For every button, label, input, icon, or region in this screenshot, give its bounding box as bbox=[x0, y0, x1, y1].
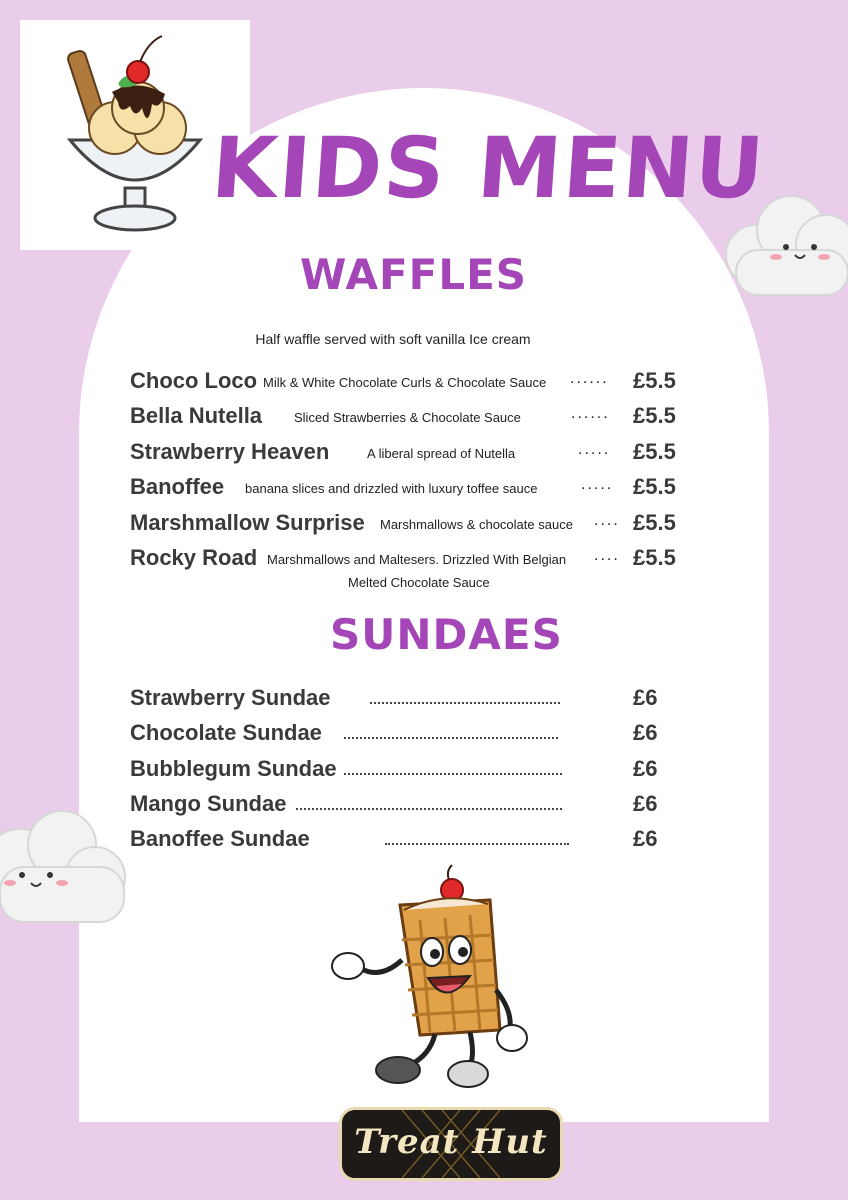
item-name: Bubblegum Sundae bbox=[130, 756, 337, 781]
item-dots: ..... bbox=[578, 441, 611, 458]
item-dots: ..... bbox=[581, 476, 614, 493]
list-item bbox=[130, 791, 670, 823]
item-description: banana slices and drizzled with luxury toffee sauce bbox=[245, 481, 538, 496]
item-name: Marshmallow Surprise bbox=[130, 510, 365, 535]
item-price: £5.5 bbox=[633, 510, 676, 535]
item-price: £6 bbox=[633, 720, 658, 745]
item-name: Choco Loco bbox=[130, 368, 258, 393]
list-item bbox=[130, 474, 685, 506]
item-price: £6 bbox=[633, 685, 658, 710]
item-description: Marshmallows and Maltesers. Drizzled With Belgian bbox=[267, 552, 567, 567]
treat-hut-logo bbox=[339, 1107, 563, 1181]
item-dots: .... bbox=[594, 512, 620, 529]
item-dots bbox=[370, 702, 560, 704]
waffles-section-title: WAFFLES bbox=[300, 250, 528, 299]
item-description: Sliced Strawberries & Chocolate Sauce bbox=[294, 410, 521, 425]
item-dots bbox=[296, 808, 562, 810]
page-title: KIDS MENU bbox=[208, 119, 769, 217]
item-name: Bella Nutella bbox=[130, 403, 263, 428]
sundaes-section-title: SUNDAES bbox=[330, 610, 563, 659]
waffle-mascot-icon bbox=[320, 860, 540, 1095]
item-price: £5.5 bbox=[633, 545, 676, 570]
item-price: £5.5 bbox=[633, 368, 676, 393]
cloud-face-icon bbox=[0, 805, 130, 930]
list-item bbox=[130, 826, 670, 858]
logo-text: Treat Hut bbox=[354, 1122, 548, 1162]
item-name: Banoffee bbox=[130, 474, 225, 499]
item-description: Marshmallows & chocolate sauce bbox=[380, 517, 573, 532]
list-item bbox=[130, 439, 685, 471]
item-price: £5.5 bbox=[633, 403, 676, 428]
list-item bbox=[130, 510, 685, 542]
item-price: £6 bbox=[633, 791, 658, 816]
item-name: Banoffee Sundae bbox=[130, 826, 310, 851]
item-dots bbox=[344, 773, 562, 775]
waffles-subtitle: Half waffle served with soft vanilla Ice cream bbox=[255, 331, 531, 347]
item-description: Milk & White Chocolate Curls & Chocolate Sauce bbox=[263, 375, 547, 390]
item-dots: ...... bbox=[571, 405, 610, 422]
list-item bbox=[130, 756, 670, 788]
item-price: £5.5 bbox=[633, 439, 676, 464]
item-dots: .... bbox=[594, 547, 620, 564]
item-description: A liberal spread of Nutella bbox=[367, 446, 516, 461]
item-name: Mango Sundae bbox=[130, 791, 287, 816]
item-price: £6 bbox=[633, 756, 658, 781]
list-item bbox=[130, 685, 670, 717]
item-price: £6 bbox=[633, 826, 658, 851]
item-name: Strawberry Heaven bbox=[130, 439, 330, 464]
item-name: Strawberry Sundae bbox=[130, 685, 331, 710]
item-dots bbox=[344, 737, 558, 739]
item-dots: ...... bbox=[570, 370, 609, 387]
item-dots bbox=[385, 843, 569, 845]
item-description-continued: Melted Chocolate Sauce bbox=[348, 575, 490, 590]
item-price: £5.5 bbox=[633, 474, 676, 499]
item-name: Rocky Road bbox=[130, 545, 258, 570]
list-item bbox=[130, 720, 670, 752]
list-item bbox=[130, 403, 685, 435]
cloud-face-icon bbox=[716, 185, 848, 305]
list-item bbox=[130, 545, 685, 577]
list-item bbox=[130, 368, 685, 400]
item-name: Chocolate Sundae bbox=[130, 720, 322, 745]
